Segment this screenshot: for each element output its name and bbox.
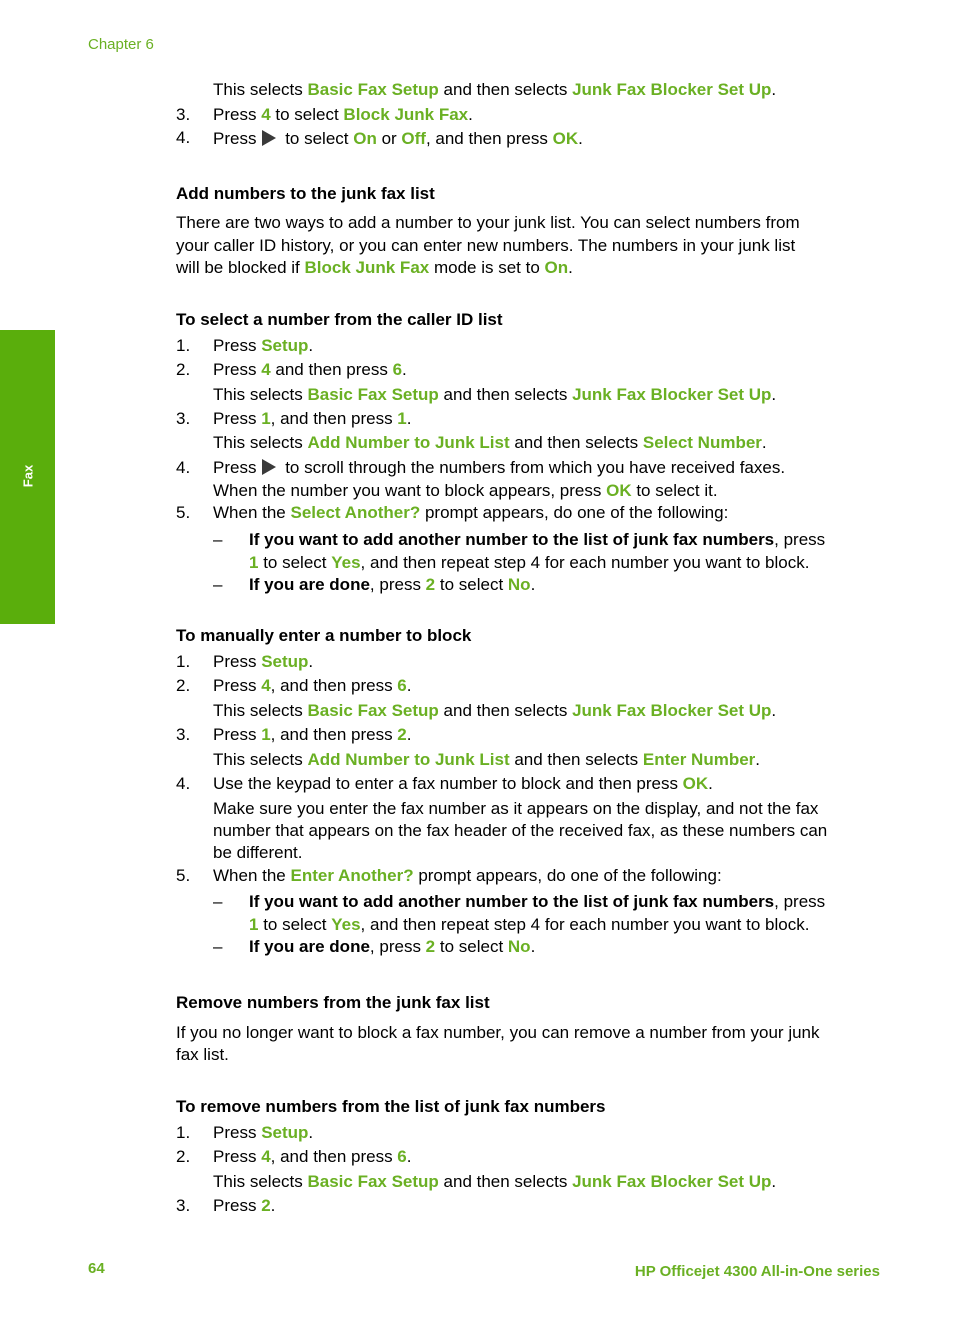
right-triangle-icon [262, 130, 276, 146]
step-line: Press Setup. [213, 652, 314, 671]
procedure-heading: To select a number from the caller ID list [176, 310, 503, 329]
dash-bullet: – [213, 892, 223, 911]
step-line: Press 4, and then press 6. [213, 1147, 412, 1166]
step-line: Use the keypad to enter a fax number to block and then press OK. [213, 774, 713, 793]
step-number: 5. [176, 866, 191, 885]
step-line: When the Enter Another? prompt appears, do one of the following: [213, 866, 722, 885]
paragraph-line: fax list. [176, 1045, 229, 1064]
right-triangle-icon [262, 459, 276, 475]
step-number: 4. [176, 774, 191, 793]
step-number: 3. [176, 105, 191, 124]
step-line: Press 4, and then press 6. [213, 676, 412, 695]
step-detail: This selects Add Number to Junk List and then selects Select Number. [213, 433, 767, 452]
step-line: Press 4 and then press 6. [213, 360, 407, 379]
paragraph-line: There are two ways to add a number to your junk list. You can select numbers from [176, 213, 800, 232]
paragraph-line: If you no longer want to block a fax number, you can remove a number from your junk [176, 1023, 820, 1042]
option-line: If you are done, press 2 to select No. [249, 937, 536, 956]
section-heading: Remove numbers from the junk fax list [176, 993, 490, 1012]
step-line: Press to scroll through the numbers from which you have received faxes. [213, 458, 786, 477]
step-number: 4. [176, 458, 191, 477]
step-number: 1. [176, 1123, 191, 1142]
procedure-heading: To remove numbers from the list of junk fax numbers [176, 1097, 606, 1116]
dash-bullet: – [213, 530, 223, 549]
option-line: If you want to add another number to the list of junk fax numbers, press [249, 892, 826, 911]
step-line: Press Setup. [213, 1123, 314, 1142]
step-line: Press Setup. [213, 336, 314, 355]
step-detail: This selects Basic Fax Setup and then selects Junk Fax Blocker Set Up. [213, 1172, 777, 1191]
step-detail: This selects Basic Fax Setup and then selects Junk Fax Blocker Set Up. [213, 385, 777, 404]
step-note-line: number that appears on the fax header of the received fax, as these numbers can [213, 821, 828, 840]
section-heading: Add numbers to the junk fax list [176, 184, 435, 203]
page-number: 64 [88, 1260, 105, 1277]
step-number: 1. [176, 336, 191, 355]
step-note-line: Make sure you enter the fax number as it appears on the display, and not the fax [213, 799, 819, 818]
step-number: 2. [176, 1147, 191, 1166]
step-line: Press 1, and then press 1. [213, 409, 412, 428]
step-note-line: be different. [213, 843, 303, 862]
step-number: 1. [176, 652, 191, 671]
paragraph-line: your caller ID history, or you can enter new numbers. The numbers in your junk list [176, 236, 796, 255]
step-line: When the Select Another? prompt appears, do one of the following: [213, 503, 729, 522]
step-number: 5. [176, 503, 191, 522]
step-detail: This selects Add Number to Junk List and then selects Enter Number. [213, 750, 761, 769]
side-tab-label: Fax [20, 464, 36, 488]
dash-bullet: – [213, 937, 223, 956]
step-number: 2. [176, 676, 191, 695]
step-number: 2. [176, 360, 191, 379]
step-line: Press 2. [213, 1196, 276, 1215]
option-line: If you are done, press 2 to select No. [249, 575, 536, 594]
step-number: 3. [176, 725, 191, 744]
intro-step-4: Press to select On or Off, and then press OK. [213, 129, 583, 148]
step-number: 3. [176, 1196, 191, 1215]
option-line: 1 to select Yes, and then repeat step 4 for each number you want to block. [249, 915, 810, 934]
footer-title: HP Officejet 4300 All-in-One series [634, 1263, 880, 1280]
step-line: Press 1, and then press 2. [213, 725, 412, 744]
chapter-label: Chapter 6 [88, 36, 154, 53]
option-line: If you want to add another number to the list of junk fax numbers, press [249, 530, 826, 549]
dash-bullet: – [213, 575, 223, 594]
step-detail: When the number you want to block appears, press OK to select it. [213, 481, 718, 500]
intro-step-3: Press 4 to select Block Junk Fax. [213, 105, 473, 124]
intro-selects-line: This selects Basic Fax Setup and then selects Junk Fax Blocker Set Up. [213, 80, 777, 99]
option-line: 1 to select Yes, and then repeat step 4 for each number you want to block. [249, 553, 810, 572]
step-number: 4. [176, 128, 191, 147]
step-number: 3. [176, 409, 191, 428]
procedure-heading: To manually enter a number to block [176, 626, 472, 645]
paragraph-line: will be blocked if Block Junk Fax mode is set to On. [176, 258, 573, 277]
step-detail: This selects Basic Fax Setup and then selects Junk Fax Blocker Set Up. [213, 701, 777, 720]
